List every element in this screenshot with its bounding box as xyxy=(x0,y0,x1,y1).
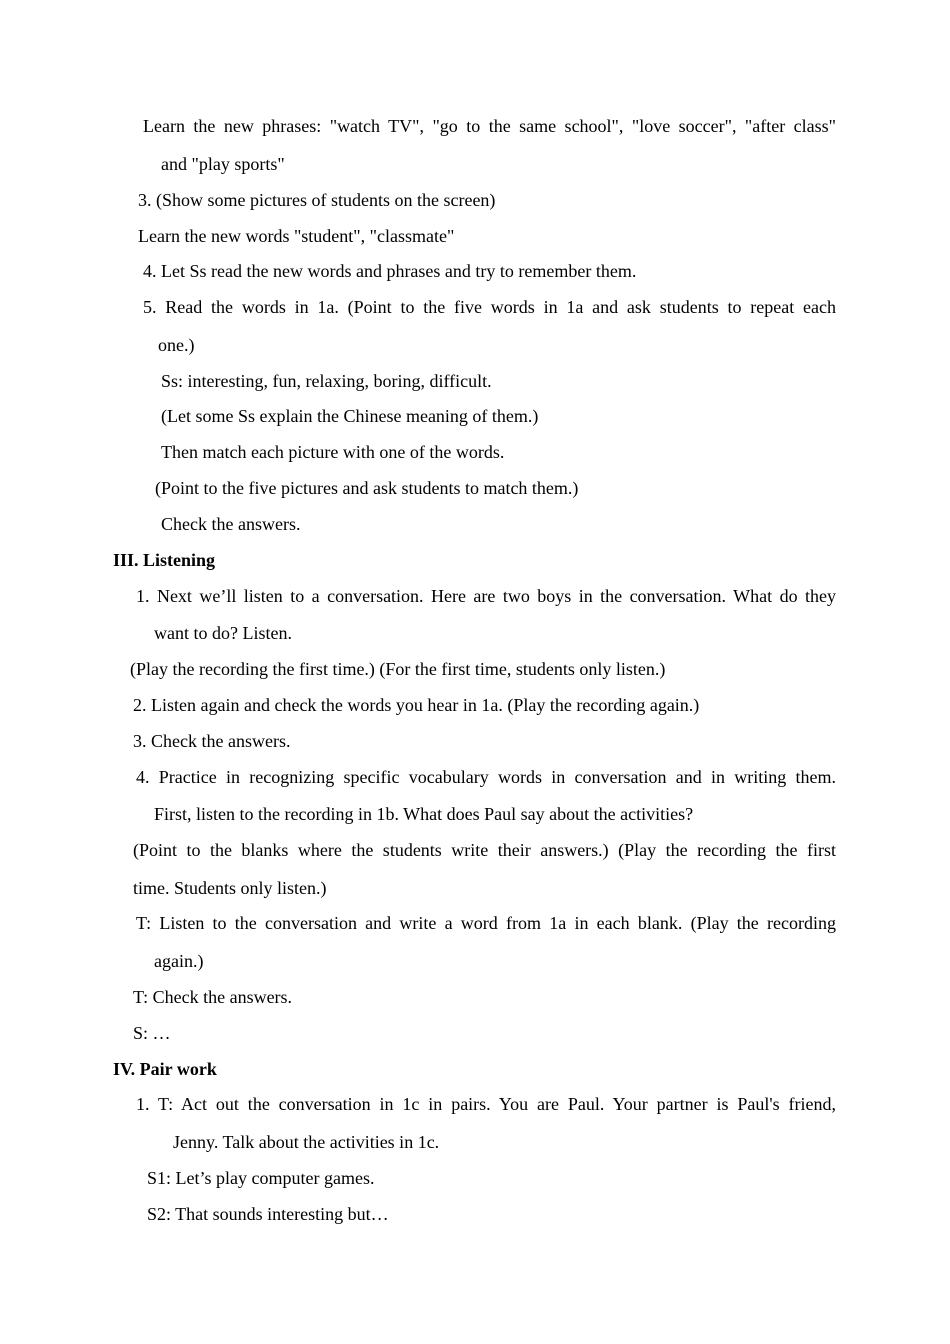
text-line: Then match each picture with one of the words. xyxy=(161,442,505,462)
text-line: 3. Check the answers. xyxy=(133,731,291,751)
text-line: 1. Next we’ll listen to a conversation. Here are two boys in the conversation. What do they xyxy=(136,586,836,606)
text-line: 4. Practice in recognizing specific vocabulary words in conversation and in writing them. xyxy=(136,767,836,787)
text-line: 3. (Show some pictures of students on the screen) xyxy=(138,190,496,210)
section-heading: III. Listening xyxy=(113,550,216,570)
text-line: Learn the new phrases: "watch TV", "go to the same school", "love soccer", "after class" xyxy=(143,116,836,136)
text-line: T: Check the answers. xyxy=(133,987,293,1007)
section-heading: IV. Pair work xyxy=(113,1059,217,1079)
text-line: (Let some Ss explain the Chinese meaning of them.) xyxy=(161,406,539,426)
text-line: and "play sports" xyxy=(161,154,285,174)
text-line: T: Listen to the conversation and write a word from 1a in each blank. (Play the recording xyxy=(136,913,836,933)
text-line: Ss: interesting, fun, relaxing, boring, difficult. xyxy=(161,371,492,391)
text-line: S1: Let’s play computer games. xyxy=(147,1168,375,1188)
text-line: again.) xyxy=(154,951,204,971)
text-line: Learn the new words "student", "classmate" xyxy=(138,226,455,246)
text-line: 4. Let Ss read the new words and phrases and try to remember them. xyxy=(143,261,637,281)
text-line: First, listen to the recording in 1b. What does Paul say about the activities? xyxy=(154,804,694,824)
text-line: 1. T: Act out the conversation in 1c in pairs. You are Paul. Your partner is Paul's friend, xyxy=(136,1094,836,1114)
text-line: (Play the recording the first time.) (For the first time, students only listen.) xyxy=(130,659,666,679)
text-line: S: … xyxy=(133,1023,171,1043)
text-line: (Point to the blanks where the students write their answers.) (Play the recording the first xyxy=(133,840,836,860)
text-line: (Point to the five pictures and ask students to match them.) xyxy=(155,478,579,498)
text-line: Check the answers. xyxy=(161,514,301,534)
text-line: Jenny. Talk about the activities in 1c. xyxy=(173,1132,440,1152)
text-line: 2. Listen again and check the words you hear in 1a. (Play the recording again.) xyxy=(133,695,700,715)
text-line: time. Students only listen.) xyxy=(133,878,327,898)
text-line: one.) xyxy=(158,335,195,355)
text-line: want to do? Listen. xyxy=(154,623,292,643)
text-line: S2: That sounds interesting but… xyxy=(147,1204,389,1224)
text-line: 5. Read the words in 1a. (Point to the five words in 1a and ask students to repeat each xyxy=(143,297,836,317)
